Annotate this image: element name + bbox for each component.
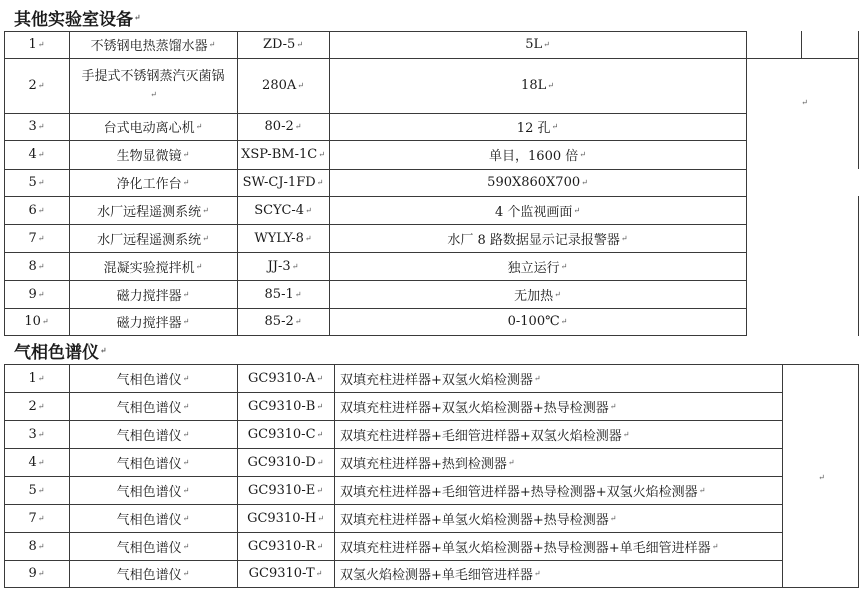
row-number: 3 ↵ (28, 119, 45, 134)
specification: 双填充柱进样器+单氢火焰检测器+热导检测器 ↵ (334, 504, 782, 532)
model-number: GC9310-C ↵ (247, 426, 324, 442)
row-number-text: 1 (28, 370, 37, 386)
row-number-text: 2 (28, 78, 37, 93)
specification-text: 4 个监视画面 (494, 204, 573, 220)
equipment-name: 混凝实验搅拌机 ↵ (69, 252, 237, 280)
specification-text: 双填充柱进样器+单氢火焰检测器+热导检测器 (340, 512, 609, 528)
row-number-text: 10 (24, 314, 41, 329)
specification: 12 孔 ↵ (329, 113, 746, 140)
row-number: 7 ↵ (28, 230, 45, 246)
specification: 水厂 8 路数据显示记录报警器 ↵ (329, 224, 746, 252)
equipment-name-text: 磁力搅拌器 (116, 288, 182, 304)
table-rule (858, 31, 859, 59)
row-number: 3 ↵ (28, 426, 45, 442)
row-number-text: 5 (28, 175, 37, 190)
specification: 单目，1600 倍 ↵ (329, 140, 746, 169)
model-number: GC9310-A ↵ (248, 370, 323, 386)
equipment-name: 不锈钢电热蒸馏水器 ↵ (69, 31, 237, 58)
specification: 5L ↵ (525, 37, 550, 52)
model-number-text: JJ-3 (267, 258, 291, 274)
row-number-text: 1 (28, 37, 37, 52)
table-rule (782, 364, 859, 365)
specification: 0-100℃ ↵ (507, 314, 568, 329)
specification: 18L ↵ (521, 78, 554, 93)
equipment-name: 气相色谱仪 ↵ (69, 532, 237, 560)
row-number-text: 6 (28, 202, 37, 218)
row-number: 5 ↵ (28, 175, 45, 190)
row-number-text: 3 (28, 426, 37, 442)
row-number: 8 ↵ (28, 538, 45, 554)
model-number-text: XSP-BM-1C (241, 147, 318, 162)
row-number-text: 5 (28, 482, 37, 498)
equipment-name: 气相色谱仪 ↵ (69, 448, 237, 476)
model-number-text: GC9310-H (247, 510, 317, 526)
specification: 双填充柱进样器+毛细管进样器+双氢火焰检测器 ↵ (334, 420, 782, 448)
specification-text: 590X860X700 (487, 175, 581, 190)
row-number-text: 9 (28, 566, 37, 581)
model-number-text: GC9310-A (248, 370, 316, 386)
row-number-text: 9 (28, 286, 37, 302)
model-number-text: GC9310-B (247, 398, 316, 414)
specification-text: 无加热 (514, 288, 554, 304)
model-number-text: WYLY-8 (254, 230, 304, 246)
cell-end-mark: ↵ (818, 472, 825, 482)
equipment-name-text: 生物显微镜 (116, 149, 182, 164)
model-number-text: 85-1 (264, 286, 294, 302)
equipment-name-text: 混凝实验搅拌机 (103, 260, 195, 276)
specification: 双氢火焰检测器+单毛细管进样器 ↵ (334, 560, 782, 587)
table-rule (4, 587, 783, 588)
row-number: 8 ↵ (28, 258, 45, 274)
model-number-text: 80-2 (264, 119, 294, 134)
equipment-name: 手提式不锈钢蒸汽灭菌锅 ↵ (81, 68, 225, 99)
equipment-name: 气相色谱仪 ↵ (69, 560, 237, 587)
model-number: ZD-5 ↵ (262, 37, 304, 52)
row-number: 4 ↵ (28, 147, 45, 162)
model-number: 80-2 ↵ (264, 119, 302, 134)
equipment-name-text: 气相色谱仪 (116, 568, 182, 583)
model-number: GC9310-R ↵ (247, 538, 324, 554)
model-number-text: GC9310-R (247, 538, 316, 554)
equipment-name-text: 手提式不锈钢蒸汽灭菌锅 (81, 68, 225, 84)
model-number-text: GC9310-E (247, 482, 316, 498)
specification-text: 水厂 8 路数据显示记录报警器 (447, 232, 620, 248)
table-rule (746, 58, 859, 59)
specification: 双填充柱进样器+热到检测器 ↵ (334, 448, 782, 476)
equipment-name-text: 气相色谱仪 (116, 484, 182, 500)
specification-text: 双填充柱进样器+单氢火焰检测器+热导检测器+单毛细管进样器 (340, 540, 711, 556)
table-rule (858, 196, 859, 336)
row-number: 4 ↵ (28, 454, 45, 470)
specification: 无加热 ↵ (329, 280, 746, 308)
row-number-text: 8 (28, 538, 37, 554)
section-title-text: 气相色谱仪 (14, 342, 99, 363)
equipment-name: 水厂远程遥测系统 ↵ (69, 224, 237, 252)
table-rule (782, 364, 783, 588)
specification-text: 双填充柱进样器+毛细管进样器+热导检测器+双氢火焰检测器 (340, 484, 698, 500)
equipment-name-text: 净化工作台 (116, 177, 182, 192)
model-number: GC9310-T ↵ (248, 566, 323, 581)
model-number: XSP-BM-1C ↵ (241, 147, 325, 162)
section-title: 其他实验室设备 ↵ (14, 4, 141, 30)
table-rule (782, 587, 859, 588)
equipment-name: 台式电动离心机 ↵ (69, 113, 237, 140)
equipment-name-text: 气相色谱仪 (116, 540, 182, 556)
equipment-name-text: 气相色谱仪 (116, 372, 182, 388)
row-number: 9 ↵ (28, 286, 45, 302)
equipment-name-text: 台式电动离心机 (103, 121, 195, 136)
equipment-name: 生物显微镜 ↵ (69, 140, 237, 169)
equipment-name-text: 水厂远程遥测系统 (97, 232, 202, 248)
model-number: GC9310-H ↵ (247, 510, 324, 526)
model-number-text: SW-CJ-1FD (242, 175, 316, 190)
model-number-text: GC9310-D (247, 454, 316, 470)
model-number: 280A ↵ (262, 78, 304, 93)
specification-text: 单目，1600 倍 (489, 149, 579, 164)
table-rule (4, 335, 747, 336)
table-rule (858, 364, 859, 588)
model-number: 85-2 ↵ (264, 314, 302, 329)
equipment-name-text: 气相色谱仪 (116, 456, 182, 472)
specification: 590X860X700 ↵ (487, 175, 588, 190)
model-number: GC9310-D ↵ (247, 454, 324, 470)
equipment-name: 气相色谱仪 ↵ (69, 504, 237, 532)
specification-text: 双氢火焰检测器+单毛细管进样器 (340, 568, 533, 583)
model-number-text: GC9310-T (248, 566, 315, 581)
equipment-name: 磁力搅拌器 ↵ (69, 308, 237, 335)
model-number: GC9310-E ↵ (247, 482, 323, 498)
equipment-name-text: 不锈钢电热蒸馏水器 (90, 39, 208, 54)
specification: 双填充柱进样器+毛细管进样器+热导检测器+双氢火焰检测器 ↵ (334, 476, 782, 504)
row-number: 1 ↵ (28, 37, 45, 52)
specification: 双填充柱进样器+双氢火焰检测器 ↵ (334, 364, 782, 392)
equipment-name-text: 气相色谱仪 (116, 400, 182, 416)
specification-text: 双填充柱进样器+热到检测器 (340, 456, 507, 472)
table-rule (801, 31, 802, 59)
specification-text: 双填充柱进样器+毛细管进样器+双氢火焰检测器 (340, 428, 622, 444)
section-title-text: 其他实验室设备 (14, 9, 133, 30)
row-number-text: 3 (28, 119, 37, 134)
row-number-text: 7 (28, 230, 37, 246)
model-number-text: SCYC-4 (254, 202, 305, 218)
row-number: 5 ↵ (28, 482, 45, 498)
row-number: 1 ↵ (28, 370, 45, 386)
equipment-name-text: 气相色谱仪 (116, 428, 182, 444)
table-rule (858, 58, 859, 169)
row-number-text: 4 (28, 454, 37, 470)
specification-text: 双填充柱进样器+双氢火焰检测器 (340, 372, 533, 388)
model-number: WYLY-8 ↵ (254, 230, 312, 246)
equipment-name-text: 磁力搅拌器 (116, 316, 182, 331)
section-title: 气相色谱仪 ↵ (14, 337, 107, 363)
model-number: GC9310-B ↵ (247, 398, 324, 414)
specification: 双填充柱进样器+双氢火焰检测器+热导检测器 ↵ (334, 392, 782, 420)
model-number: SW-CJ-1FD ↵ (242, 175, 324, 190)
equipment-name-text: 水厂远程遥测系统 (97, 204, 202, 220)
row-number: 10 ↵ (24, 314, 49, 329)
row-number: 2 ↵ (28, 398, 45, 414)
row-number: 9 ↵ (28, 566, 45, 581)
specification-text: 5L (525, 37, 543, 52)
row-number-text: 8 (28, 258, 37, 274)
cell-end-mark: ↵ (801, 97, 808, 107)
equipment-name: 磁力搅拌器 ↵ (69, 280, 237, 308)
equipment-name: 气相色谱仪 ↵ (69, 420, 237, 448)
model-number-text: ZD-5 (262, 37, 296, 52)
row-number: 6 ↵ (28, 202, 45, 218)
specification: 独立运行 ↵ (329, 252, 746, 280)
model-number-text: 85-2 (264, 314, 294, 329)
row-number: 2 ↵ (28, 78, 45, 93)
equipment-name: 水厂远程遥测系统 ↵ (69, 196, 237, 224)
equipment-name-text: 气相色谱仪 (116, 512, 182, 528)
equipment-name: 气相色谱仪 ↵ (69, 476, 237, 504)
row-number-text: 4 (28, 147, 37, 162)
specification-text: 18L (521, 78, 547, 93)
model-number-text: GC9310-C (247, 426, 316, 442)
model-number: 85-1 ↵ (264, 286, 302, 302)
equipment-name: 气相色谱仪 ↵ (69, 392, 237, 420)
equipment-name: 净化工作台 ↵ (69, 169, 237, 196)
row-number-text: 2 (28, 398, 37, 414)
row-number: 7 ↵ (28, 510, 45, 526)
model-number: JJ-3 ↵ (267, 258, 299, 274)
specification: 双填充柱进样器+单氢火焰检测器+热导检测器+单毛细管进样器 ↵ (334, 532, 782, 560)
equipment-name: 气相色谱仪 ↵ (69, 364, 237, 392)
specification-text: 独立运行 (507, 260, 560, 276)
specification-text: 0-100℃ (507, 314, 560, 329)
model-number: SCYC-4 ↵ (254, 202, 312, 218)
specification-text: 12 孔 (516, 121, 551, 136)
table-rule (746, 31, 747, 336)
specification: 4 个监视画面 ↵ (329, 196, 746, 224)
model-number-text: 280A (262, 78, 297, 93)
row-number-text: 7 (28, 510, 37, 526)
specification-text: 双填充柱进样器+双氢火焰检测器+热导检测器 (340, 400, 609, 416)
